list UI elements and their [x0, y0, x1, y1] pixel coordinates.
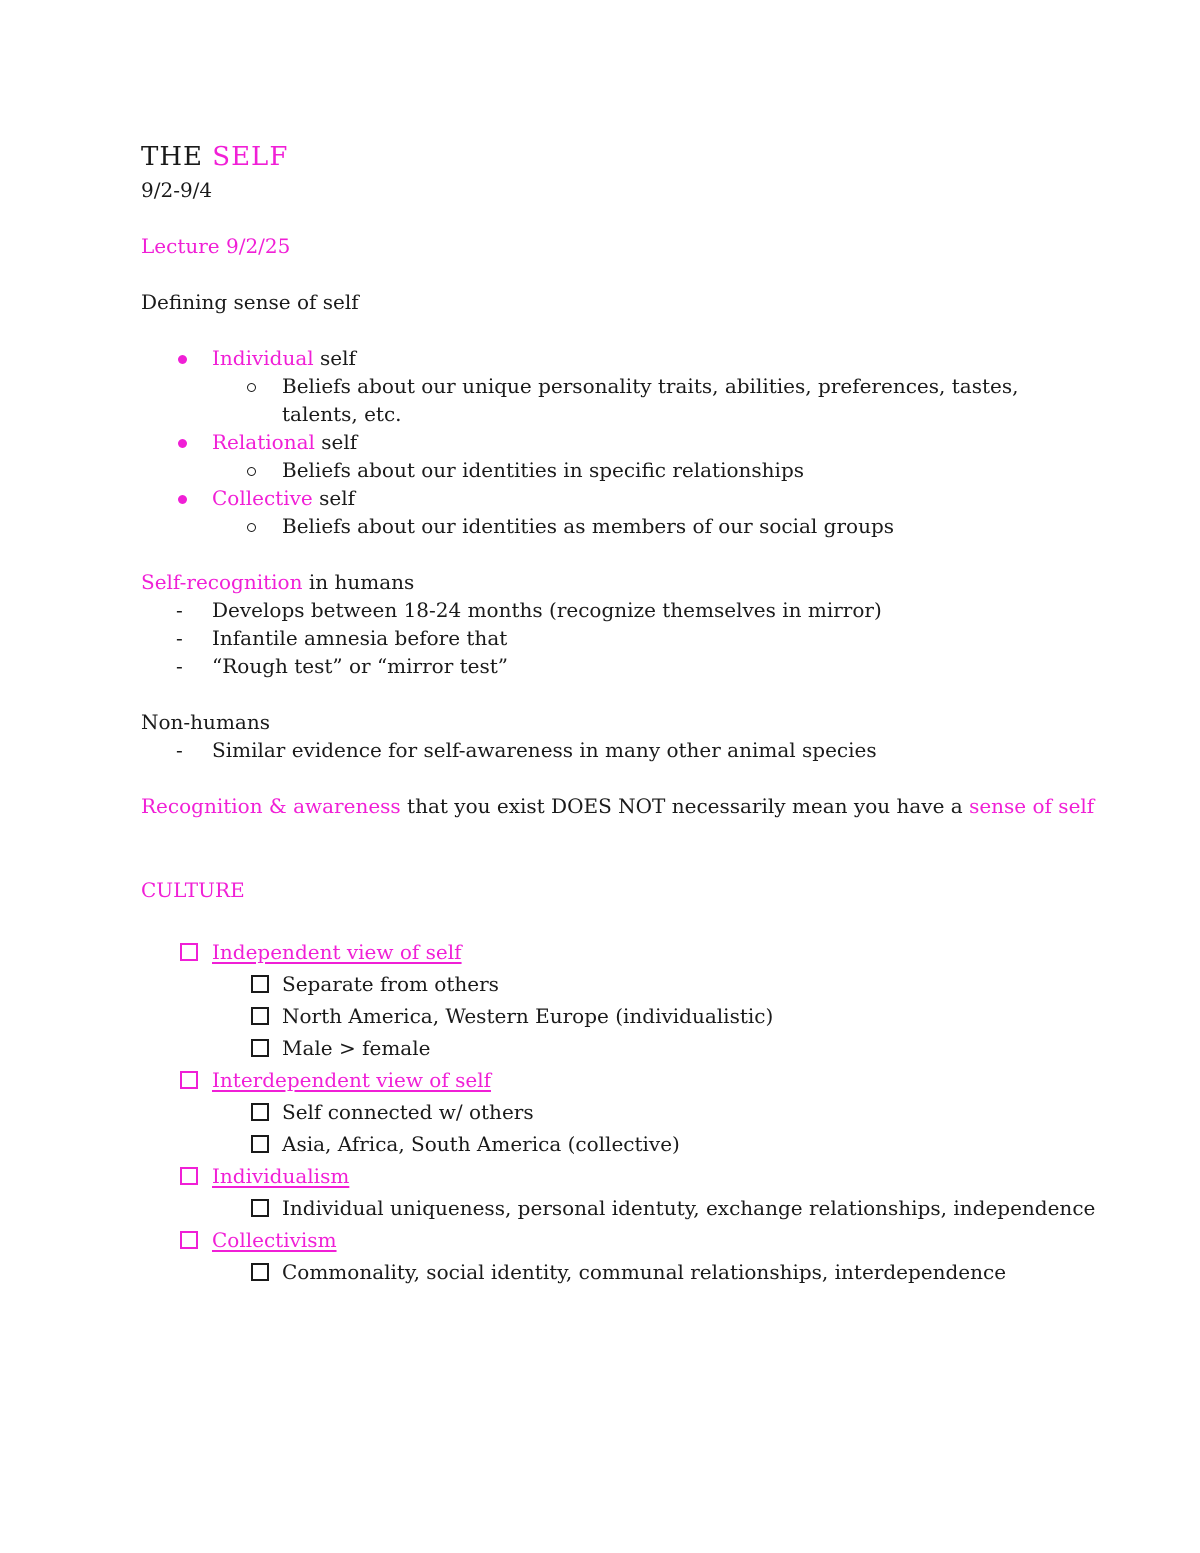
- defining-heading: Defining sense of self: [141, 290, 359, 314]
- sub-checklist-item: [141, 1128, 1061, 1160]
- bullet-rest: self: [314, 430, 358, 454]
- checkbox-icon[interactable]: [180, 1071, 198, 1089]
- sub-checklist-text: Individual uniqueness, personal identuty, exchange relationships, independence: [282, 1196, 1096, 1220]
- self-recognition-term: Self-recognition: [141, 570, 303, 594]
- bullet-item: [141, 344, 1061, 372]
- checkbox-icon[interactable]: [180, 1167, 198, 1185]
- checkbox-icon[interactable]: [180, 1231, 198, 1249]
- checkbox-icon[interactable]: [180, 943, 198, 961]
- sub-bullet-text: Beliefs about our identities as members of our social groups: [282, 514, 895, 538]
- sub-bullet-text: Beliefs about our identities in specific relationships: [282, 458, 805, 482]
- bullet-dot-icon: [178, 439, 187, 448]
- sub-checklist-text: Male > female: [282, 1036, 431, 1060]
- culture-heading: CULTURE: [141, 878, 245, 902]
- sub-bullet-item: [141, 372, 1061, 428]
- checklist-link[interactable]: Collectivism: [212, 1228, 337, 1252]
- document-page: [141, 140, 1096, 1288]
- sub-checklist-text: North America, Western Europe (individualistic): [282, 1004, 774, 1028]
- checkbox-icon[interactable]: [251, 1007, 269, 1025]
- sub-checklist-item: [141, 1096, 1061, 1128]
- sub-checklist-item: [141, 1000, 1061, 1032]
- dash-icon: -: [176, 598, 183, 622]
- checkbox-icon[interactable]: [251, 1263, 269, 1281]
- date-range: 9/2-9/4: [141, 178, 213, 202]
- self-recognition-heading: [141, 568, 1061, 596]
- sub-checklist-item: [141, 1192, 1096, 1224]
- checklist-item: [141, 1160, 1061, 1192]
- checklist-item: [141, 1224, 1061, 1256]
- recognition-note-term: Recognition & awareness: [141, 794, 401, 818]
- checkbox-icon[interactable]: [251, 975, 269, 993]
- dash-item: [141, 736, 1061, 764]
- checkbox-icon[interactable]: [251, 1135, 269, 1153]
- dash-item: [141, 624, 1061, 652]
- dash-icon: -: [176, 654, 183, 678]
- checklist-item: [141, 936, 1061, 968]
- sub-checklist-item: [141, 968, 1061, 1000]
- checkbox-icon[interactable]: [251, 1199, 269, 1217]
- dash-icon: -: [176, 626, 183, 650]
- sub-checklist-text: Self connected w/ others: [282, 1100, 534, 1124]
- recognition-note-end: sense of self: [969, 794, 1095, 818]
- sub-checklist-item: [141, 1256, 1061, 1288]
- checkbox-icon[interactable]: [251, 1103, 269, 1121]
- dash-icon: -: [176, 738, 183, 762]
- hollow-circle-icon: [247, 523, 256, 532]
- checklist-link[interactable]: Independent view of self: [212, 940, 462, 964]
- bullet-item: [141, 428, 1061, 456]
- sub-checklist-text: Asia, Africa, South America (collective): [282, 1132, 680, 1156]
- lecture-label: Lecture 9/2/25: [141, 234, 291, 258]
- page-title: [141, 140, 1061, 176]
- bullet-item: [141, 484, 1061, 512]
- checklist-link[interactable]: Individualism: [212, 1164, 350, 1188]
- checklist-link[interactable]: Interdependent view of self: [212, 1068, 491, 1092]
- bullet-dot-icon: [178, 495, 187, 504]
- bullet-term: Collective: [212, 486, 313, 510]
- bullet-term: Relational: [212, 430, 315, 454]
- non-humans-heading: Non-humans: [141, 710, 270, 734]
- hollow-circle-icon: [247, 383, 256, 392]
- sub-bullet-item: [141, 456, 1061, 484]
- sub-checklist-text: Commonality, social identity, communal relationships, interdependence: [282, 1260, 1007, 1284]
- bullet-rest: self: [313, 346, 356, 370]
- dash-item-text: Infantile amnesia before that: [212, 626, 508, 650]
- hollow-circle-icon: [247, 467, 256, 476]
- sub-bullet-text: Beliefs about our unique personality traits, abilities, preferences, tastes, talents, etc.: [282, 374, 1019, 426]
- sub-checklist-item: [141, 1032, 1061, 1064]
- dash-item-text: Similar evidence for self-awareness in many other animal species: [212, 738, 877, 762]
- title-part-self: SELF: [212, 142, 289, 172]
- dash-item-text: Develops between 18-24 months (recognize themselves in mirror): [212, 598, 882, 622]
- dash-item: [141, 596, 1061, 624]
- bullet-rest: self: [312, 486, 356, 510]
- sub-checklist-text: Separate from others: [282, 972, 499, 996]
- checkbox-icon[interactable]: [251, 1039, 269, 1057]
- dash-item: [141, 652, 1061, 680]
- dash-item-text: “Rough test” or “mirror test”: [212, 654, 509, 678]
- title-part-the: THE: [141, 142, 203, 172]
- bullet-dot-icon: [178, 355, 187, 364]
- checklist-item: [141, 1064, 1061, 1096]
- sub-bullet-item: [141, 512, 1061, 540]
- bullet-term: Individual: [212, 346, 314, 370]
- recognition-note: [141, 792, 1095, 820]
- recognition-note-middle: that you exist DOES NOT necessarily mean you have a: [400, 794, 970, 818]
- self-recognition-rest: in humans: [302, 570, 415, 594]
